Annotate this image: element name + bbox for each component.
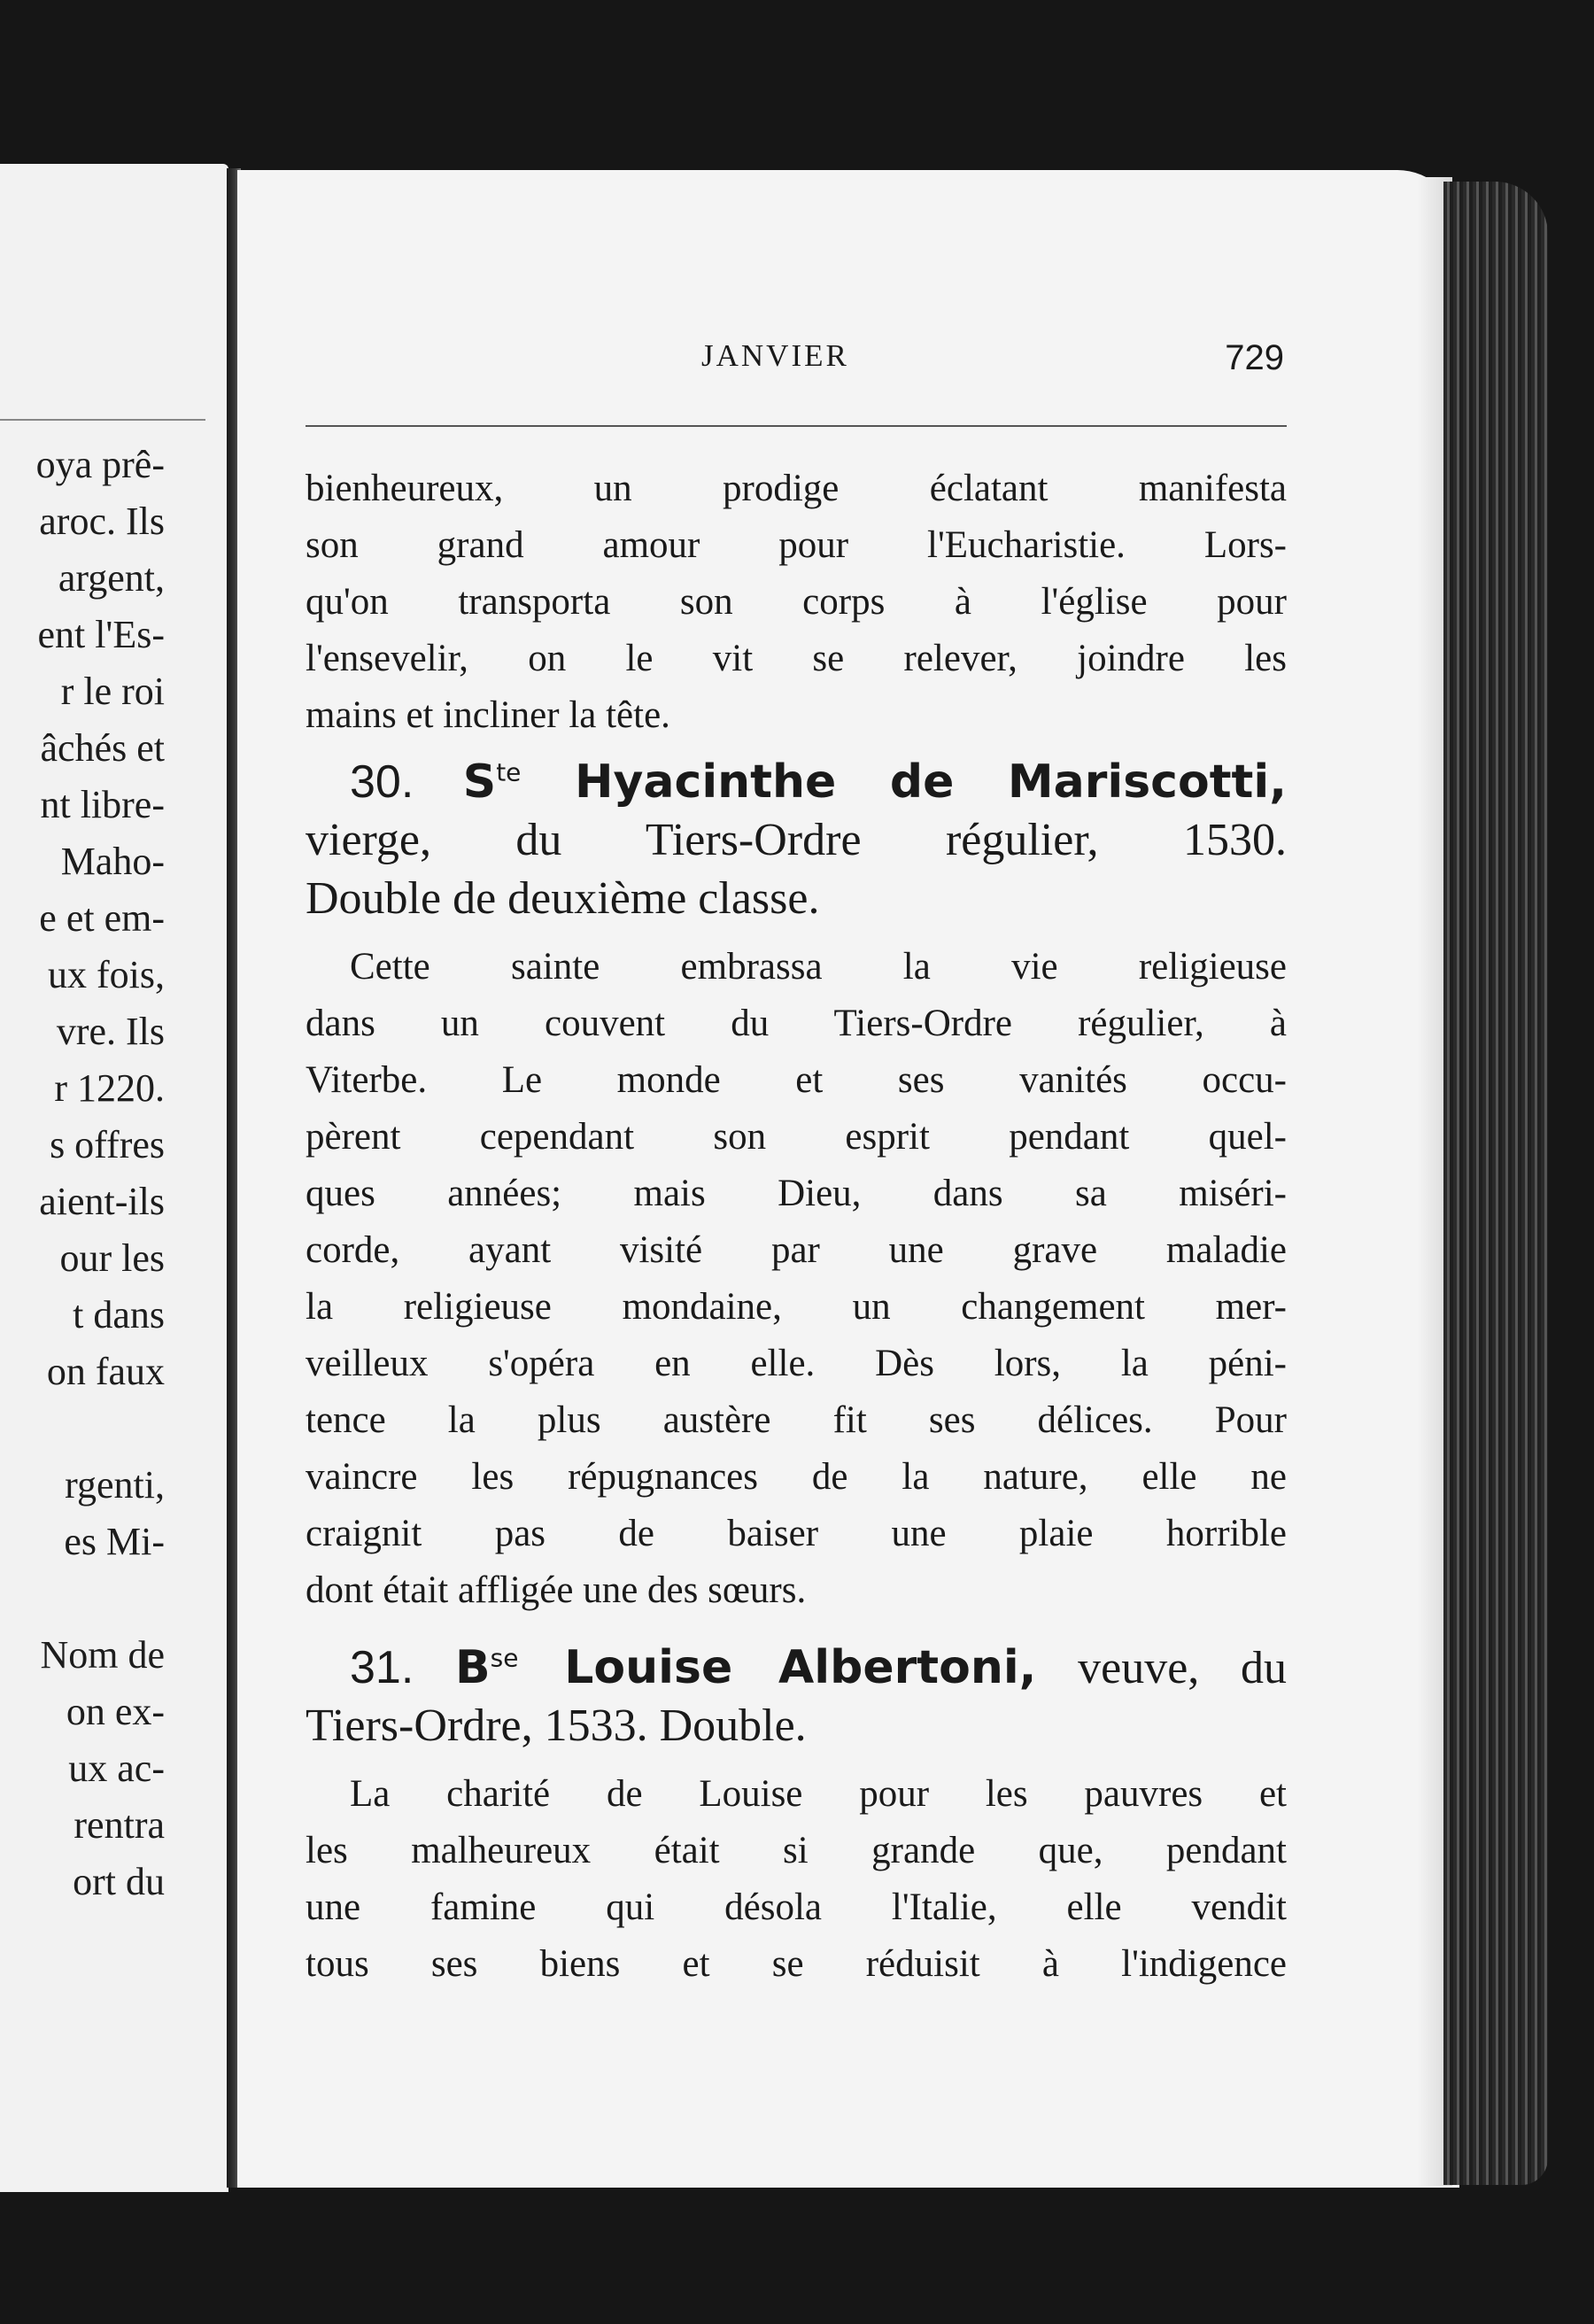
left-page (0, 164, 228, 2192)
title-superscript: te (496, 757, 522, 787)
body-line: bienheureux, un prodige éclatant manifesta (306, 468, 1287, 509)
body-line: ques années; mais Dieu, dans sa miséri- (306, 1173, 1287, 1214)
left-line: t dans (73, 1293, 165, 1336)
title-prefix: S (462, 755, 497, 809)
saint-name: Louise Albertoni, (564, 1641, 1037, 1694)
left-line: r 1220. (54, 1066, 165, 1110)
body-line: craignit pas de baiser une plaie horrible (306, 1513, 1287, 1554)
entry-30-heading (306, 753, 1287, 811)
body-line: Cette sainte embrassa la vie religieuse (350, 946, 1287, 988)
entry-31-heading (306, 1638, 1287, 1697)
body-line: corde, ayant visité par une grave maladie (306, 1229, 1287, 1271)
left-line: r le roi (60, 670, 165, 713)
left-page-rule (0, 419, 205, 421)
left-line: aient-ils (39, 1180, 165, 1223)
title-prefix: B (455, 1641, 491, 1694)
left-line: rgenti, (65, 1463, 165, 1507)
left-line: rentra (74, 1803, 165, 1847)
left-line: âchés et (40, 726, 165, 770)
left-line: argent, (58, 556, 165, 600)
left-line: our les (59, 1236, 165, 1280)
entry-number: 30. (350, 756, 414, 808)
left-line: vre. Ils (56, 1010, 165, 1053)
body-line: La charité de Louise pour les pauvres et (350, 1773, 1287, 1815)
left-line: Maho- (60, 840, 165, 883)
body-line: une famine qui désola l'Italie, elle vendit (306, 1886, 1287, 1928)
left-line: ux ac- (68, 1747, 165, 1790)
saint-name: Hyacinthe de Mariscotti, (574, 755, 1287, 809)
body-line: tous ses biens et se réduisit à l'indigence (306, 1943, 1287, 1985)
left-line: ort du (73, 1860, 165, 1903)
entry-30-rank: Double de deuxième classe. (306, 873, 820, 924)
page-number: 729 (1225, 338, 1284, 377)
body-line: Viterbe. Le monde et ses vanités occu- (306, 1059, 1287, 1101)
body-line: son grand amour pour l'Eucharistie. Lors- (306, 524, 1287, 566)
page-edges (1443, 182, 1548, 2185)
left-line: aroc. Ils (39, 500, 165, 543)
left-line-gap (0, 1570, 165, 1627)
saint-title (463, 755, 1287, 809)
header-rule (306, 425, 1287, 427)
left-line: Nom de (40, 1633, 165, 1677)
entry-number: 31. (350, 1642, 414, 1693)
running-head: JANVIER (701, 338, 849, 373)
saint-title (455, 1641, 1036, 1694)
body-line: pèrent cependant son esprit pendant quel- (306, 1116, 1287, 1158)
body-line: l'ensevelir, on le vit se relever, joindre les (306, 638, 1287, 679)
entry-31-subtitle: Tiers-Ordre, 1533. Double. (306, 1700, 807, 1751)
left-line: on faux (46, 1350, 165, 1393)
body-line: dont était affligée une des sœurs. (306, 1569, 807, 1611)
left-line: on ex- (66, 1690, 165, 1733)
body-line: vaincre les répugnances de la nature, elle ne (306, 1456, 1287, 1498)
body-line: tence la plus austère fit ses délices. Pour (306, 1399, 1287, 1441)
body-line: veilleux s'opéra en elle. Dès lors, la péni- (306, 1343, 1287, 1384)
left-line: oya prê- (35, 443, 165, 486)
left-line: ux fois, (48, 953, 165, 996)
left-line: s offres (50, 1123, 165, 1166)
page-text (306, 461, 1287, 1993)
title-superscript: se (490, 1643, 519, 1673)
left-line-gap (0, 1400, 165, 1457)
body-line: dans un couvent du Tiers-Ordre régulier, à (306, 1003, 1287, 1044)
entry-30-subtitle: vierge, du Tiers-Ordre régulier, 1530. (306, 815, 1287, 865)
left-line: nt libre- (40, 783, 165, 826)
body-line: qu'on transporta son corps à l'église pour (306, 581, 1287, 623)
body-line: la religieuse mondaine, un changement mer- (306, 1286, 1287, 1328)
left-line: e et em- (39, 896, 165, 940)
left-line: es Mi- (64, 1520, 165, 1563)
body-line: mains et incliner la tête. (306, 694, 670, 736)
body-line: les malheureux était si grande que, pendant (306, 1830, 1287, 1871)
left-line: ent l'Es- (37, 613, 165, 656)
title-rest: veuve, du (1036, 1643, 1287, 1693)
left-page-text (0, 437, 165, 1910)
